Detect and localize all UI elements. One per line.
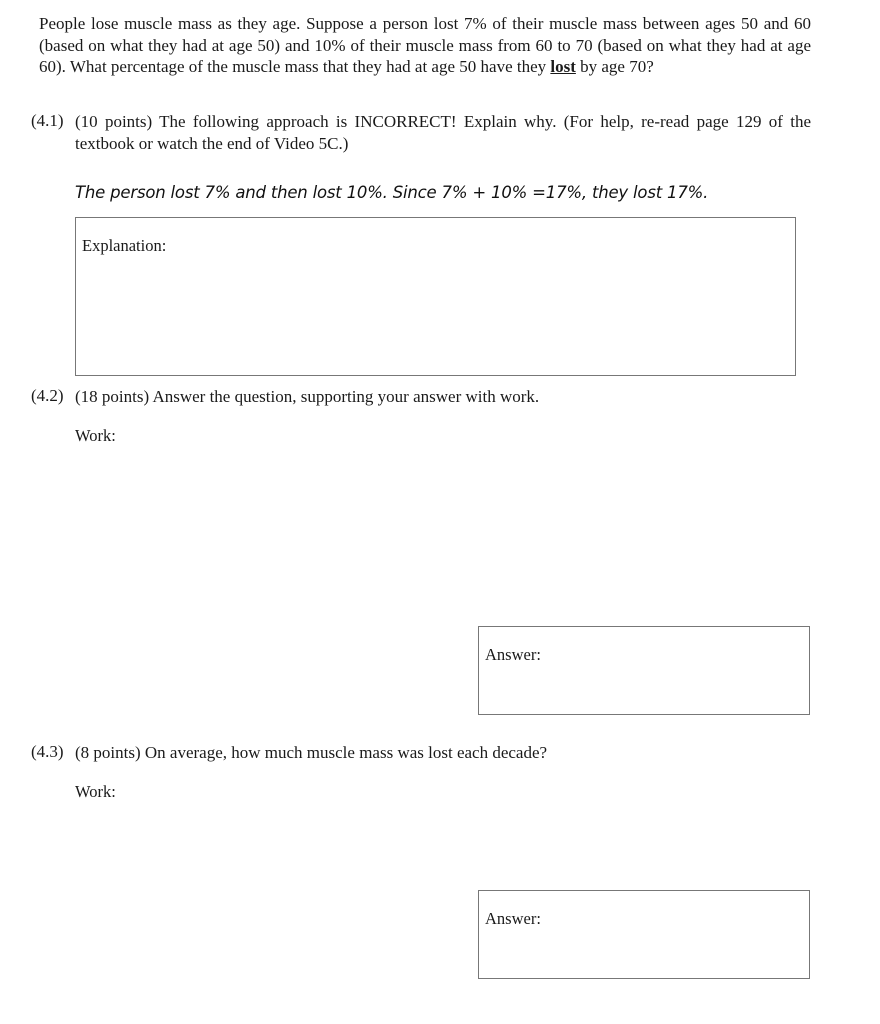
intro-text-before: People lose muscle mass as they age. Suppose a person lost 7% of their muscle mass between ages 50 and 60 (based on what they had at age 50) and 10% of their muscle mass from 60 to 70 (based on what they had at age 60). What percentage of the muscle mass that they had at age 50 have they xyxy=(39,14,811,76)
question-4-2-number: (4.2) xyxy=(31,386,64,405)
intro-text-after: by age 70? xyxy=(575,57,654,76)
problem-intro xyxy=(39,13,811,78)
explanation-label: Explanation: xyxy=(82,236,167,255)
intro-emphasis: lost xyxy=(550,57,576,76)
answer-box-4-3[interactable] xyxy=(478,890,810,979)
question-4-1-number: (4.1) xyxy=(31,111,64,130)
work-label-4-3: Work: xyxy=(75,782,116,801)
incorrect-approach-handwritten: The person lost 7% and then lost 10%. Since 7% + 10% =17%, they lost 17%. xyxy=(75,183,709,202)
answer-box-4-2[interactable] xyxy=(478,626,810,715)
work-label-4-2: Work: xyxy=(75,426,116,445)
question-4-2-text: (18 points) Answer the question, supporting your answer with work. xyxy=(75,387,540,406)
answer-label-4-2: Answer: xyxy=(485,645,541,664)
answer-label-4-3: Answer: xyxy=(485,909,541,928)
question-4-3-number: (4.3) xyxy=(31,742,64,761)
explanation-box[interactable] xyxy=(75,217,796,376)
question-4-1-text: (10 points) The following approach is INCORRECT! Explain why. (For help, re-read page 129 of the textbook or watch the end of Video 5C.) xyxy=(75,112,811,153)
question-4-3-text: (8 points) On average, how much muscle mass was lost each decade? xyxy=(75,743,548,762)
